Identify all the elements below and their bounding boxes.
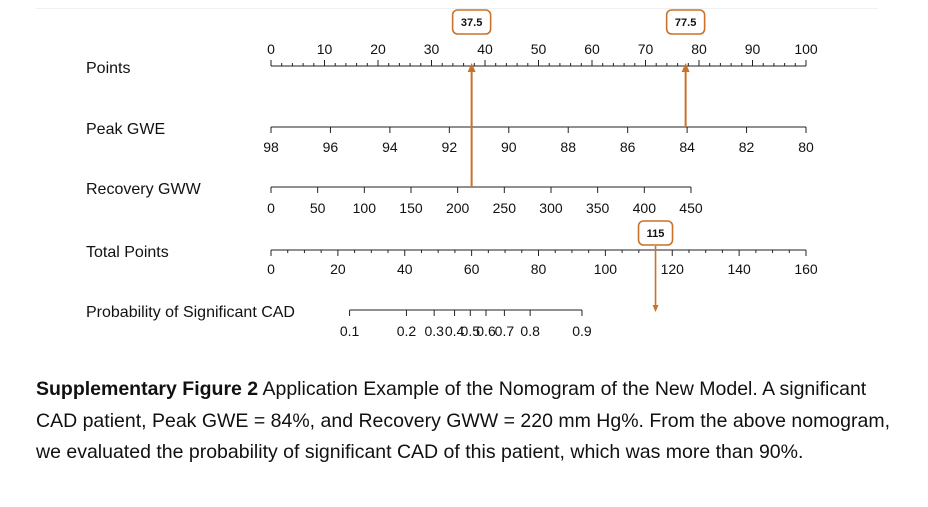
tick-label-points: 30 — [423, 41, 440, 57]
tick-label-points: 60 — [584, 41, 600, 57]
caption-label: Supplementary Figure 2 — [36, 378, 259, 400]
tick-label-recovery-gww: 450 — [679, 200, 703, 216]
tick-label-recovery-gww: 350 — [585, 200, 610, 216]
tick-label-probability-of-significant-cad: 0.5 — [460, 323, 481, 339]
tick-label-peak-gwe: 90 — [500, 139, 517, 155]
tick-label-points: 100 — [794, 41, 818, 57]
tick-label-peak-gwe: 88 — [560, 139, 577, 155]
tick-label-probability-of-significant-cad: 0.3 — [424, 323, 444, 339]
tick-label-points: 0 — [267, 41, 275, 57]
tick-label-total-points: 160 — [794, 261, 818, 277]
annotation-arrow-115 — [653, 305, 659, 312]
tick-label-points: 70 — [637, 41, 654, 57]
axis-label-points: Points — [86, 60, 131, 77]
tick-label-probability-of-significant-cad: 0.1 — [339, 323, 360, 339]
tick-label-total-points: 0 — [267, 261, 275, 277]
tick-label-total-points: 40 — [396, 261, 413, 277]
tick-label-points: 90 — [744, 41, 761, 57]
tick-label-points: 40 — [477, 41, 493, 57]
tick-label-recovery-gww: 250 — [492, 200, 516, 216]
tick-label-points: 10 — [316, 41, 333, 57]
tick-label-probability-of-significant-cad: 0.9 — [572, 323, 592, 339]
tick-label-total-points: 140 — [727, 261, 751, 277]
tick-label-peak-gwe: 94 — [382, 139, 398, 155]
tick-label-total-points: 80 — [530, 261, 547, 277]
annotation-115-label: 115 — [646, 228, 665, 240]
tick-label-probability-of-significant-cad: 0.8 — [520, 323, 540, 339]
axis-label-peak-gwe: Peak GWE — [86, 121, 166, 138]
annotation-77-5-label: 77.5 — [674, 17, 697, 29]
tick-label-probability-of-significant-cad: 0.6 — [476, 323, 496, 339]
tick-label-peak-gwe: 96 — [322, 139, 339, 155]
tick-label-peak-gwe: 98 — [263, 139, 279, 155]
tick-label-peak-gwe: 92 — [441, 139, 458, 155]
tick-label-peak-gwe: 86 — [619, 139, 636, 155]
tick-label-peak-gwe: 84 — [679, 139, 695, 155]
tick-label-probability-of-significant-cad: 0.2 — [396, 323, 417, 339]
tick-label-total-points: 100 — [593, 261, 618, 277]
tick-label-total-points: 60 — [463, 261, 480, 277]
tick-label-points: 80 — [691, 41, 707, 57]
tick-label-probability-of-significant-cad: 0.4 — [444, 323, 465, 339]
tick-label-recovery-gww: 50 — [309, 200, 326, 216]
caption-text: Application Example of the Nomogram of the New Model. A significant CAD patient, Peak GWE = 84%, and Recovery GWW = 220 mm Hg%. From the above nomogram, we evaluated the probability of significant CAD of this patient, which was more than 90%. — [36, 378, 891, 463]
tick-label-total-points: 20 — [330, 261, 346, 277]
axis-label-probability-of-significant-cad: Probability of Significant CAD — [86, 304, 295, 321]
tick-label-total-points: 120 — [660, 261, 684, 277]
tick-label-recovery-gww: 400 — [632, 200, 656, 216]
axis-label-total-points: Total Points — [86, 244, 169, 261]
tick-label-recovery-gww: 150 — [399, 200, 423, 216]
tick-label-probability-of-significant-cad: 0.7 — [494, 323, 515, 339]
annotation-37-5-label: 37.5 — [460, 17, 483, 29]
axis-label-recovery-gww: Recovery GWW — [86, 181, 201, 198]
figure-caption — [36, 374, 896, 469]
tick-label-peak-gwe: 80 — [798, 139, 814, 155]
tick-label-recovery-gww: 200 — [445, 200, 470, 216]
tick-label-recovery-gww: 300 — [539, 200, 563, 216]
tick-label-peak-gwe: 82 — [738, 139, 755, 155]
tick-label-recovery-gww: 0 — [267, 200, 275, 216]
tick-label-points: 20 — [370, 41, 386, 57]
tick-label-points: 50 — [530, 41, 547, 57]
tick-label-recovery-gww: 100 — [352, 200, 377, 216]
